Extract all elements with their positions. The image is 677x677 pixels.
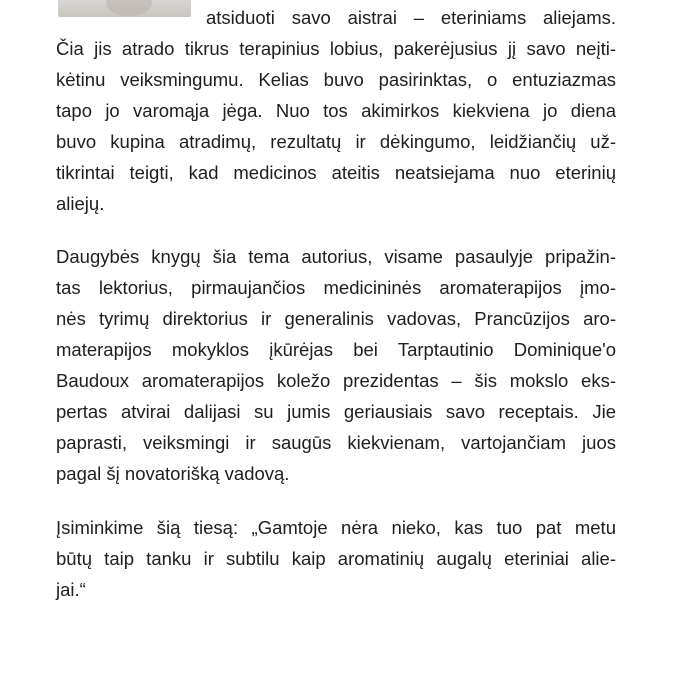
text-line: buvo kupina atradimų, rezultatų ir dėkingumo, leidžiančių už-	[56, 131, 616, 152]
text-line: Įsiminkime šią tiesą: „Gamtoje nėra nieko, kas tuo pat metu	[56, 517, 616, 538]
paragraph-1	[56, 2, 616, 219]
paragraph-3	[56, 512, 616, 605]
text-line: būtų taip tanku ir subtilu kaip aromatinių augalų eteriniai alie-	[56, 548, 616, 569]
text-line: atsiduoti savo aistrai – eteriniams aliejams.	[206, 7, 616, 28]
text-line: kėtinu veiksmingumu. Kelias buvo pasirinktas, o entuziazmas	[56, 69, 616, 90]
text-line: Daugybės knygų šia tema autorius, visame pasaulyje pripažin-	[56, 246, 616, 267]
text-line: paprasti, veiksmingi ir saugūs kiekvienam, vartojančiam juos	[56, 432, 616, 453]
text-line: pagal šį novatorišką vadovą.	[56, 463, 290, 484]
text-line: jai.“	[56, 579, 86, 600]
text-line: tikrintai teigti, kad medicinos ateitis neatsiejama nuo eterinių	[56, 162, 616, 183]
text-line: nės tyrimų direktorius ir generalinis vadovas, Prancūzijos aro-	[56, 308, 616, 329]
text-line: aliejų.	[56, 193, 105, 214]
text-line: Čia jis atrado tikrus terapinius lobius, pakerėjusius jį savo neįti-	[56, 38, 616, 59]
paragraph-2	[56, 241, 616, 489]
text-line: materapijos mokyklos įkūrėjas bei Tarptautinio Dominique'o	[56, 339, 616, 360]
text-line: tas lektorius, pirmaujančios medicininės aromaterapijos įmo-	[56, 277, 616, 298]
text-line: Baudoux aromaterapijos koležo prezidentas – šis mokslo eks-	[56, 370, 616, 391]
text-line: pertas atvirai dalijasi su jumis geriausiais savo receptais. Jie	[56, 401, 616, 422]
text-line: tapo jo varomąja jėga. Nuo tos akimirkos kiekviena jo diena	[56, 100, 616, 121]
